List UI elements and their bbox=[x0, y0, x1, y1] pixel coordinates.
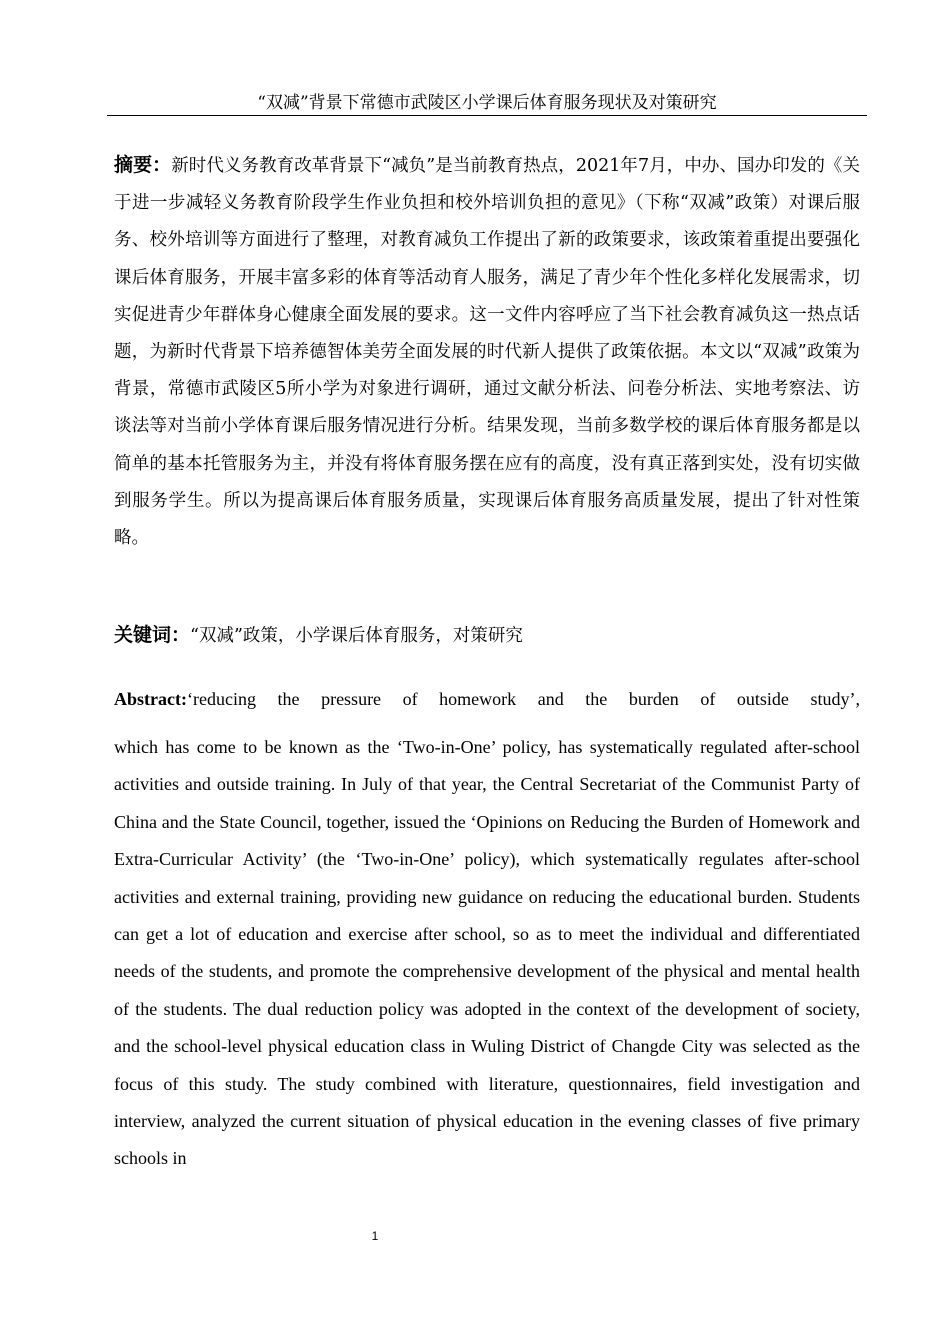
header-divider bbox=[107, 115, 867, 116]
chinese-abstract-label: 摘要： bbox=[114, 154, 172, 176]
english-abstract bbox=[114, 681, 860, 1178]
chinese-keywords-label: 关键词： bbox=[114, 624, 191, 646]
english-abstract-label: Abstract: bbox=[114, 689, 187, 709]
chinese-keywords-text: “双减”政策，小学课后体育服务，对策研究 bbox=[190, 626, 523, 646]
english-abstract-first-line bbox=[114, 681, 860, 729]
page-number: 1 bbox=[371, 1229, 379, 1243]
english-abstract-text: which has come to be known as the ‘Two-in-One’ policy, has systematically regulated after-school activities and outside training. In July of that year, the Central Secretariat of the Communist Party of China and the State Council, together, issued the ‘Opinions on Reducing the Burden of Homework and Extra-Curricular Activity’ (the ‘Two-in-One’ policy), which systematically regulates after-school activities and external training, providing new guidance on reducing the educational burden. Students can get a lot of education and exercise after school, so as to meet the individual and differentiated needs of the students, and promote the comprehensive development of the physical and mental health of the students. The dual reduction policy was adopted in the context of the development of society, and the school-level physical education class in Wuling District of Changde City was selected as the focus of this study. The study combined with literature, questionnaires, field investigation and interview, analyzed the current situation of physical education in the evening classes of five primary schools in bbox=[114, 737, 860, 1169]
chinese-keywords bbox=[114, 617, 860, 655]
chinese-abstract bbox=[114, 147, 860, 557]
running-header: “双减”背景下常德市武陵区小学课后体育服务现状及对策研究 bbox=[257, 93, 717, 113]
english-abstract-opening: ‘reducing the pressure of homework and the burden of outside study’, bbox=[186, 689, 860, 709]
chinese-abstract-text: 新时代义务教育改革背景下“减负”是当前教育热点，2021年7月，中办、国办印发的《关于进一步减轻义务教育阶段学生作业负担和校外培训负担的意见》（下称“双减”政策）对课后服务、校外培训等方面进行了整理，对教育减负工作提出了新的政策要求，该政策着重提出要强化课后体育服务，开展丰富多彩的体育等活动育人服务，满足了青少年个性化多样化发展需求，切实促进青少年群体身心健康全面发展的要求。这一文件内容呼应了当下社会教育减负这一热点话题，为新时代背景下培养德智体美劳全面发展的时代新人提供了政策依据。本文以“双减”政策为背景，常德市武陵区5所小学为对象进行调研，通过文献分析法、问卷分析法、实地考察法、访谈法等对当前小学体育课后服务情况进行分析。结果发现，当前多数学校的课后体育服务都是以简单的基本托管服务为主，并没有将体育服务摆在应有的高度，没有真正落到实处，没有切实做到服务学生。所以为提高课后体育服务质量，实现课后体育服务高质量发展，提出了针对性策略。 bbox=[114, 156, 860, 549]
